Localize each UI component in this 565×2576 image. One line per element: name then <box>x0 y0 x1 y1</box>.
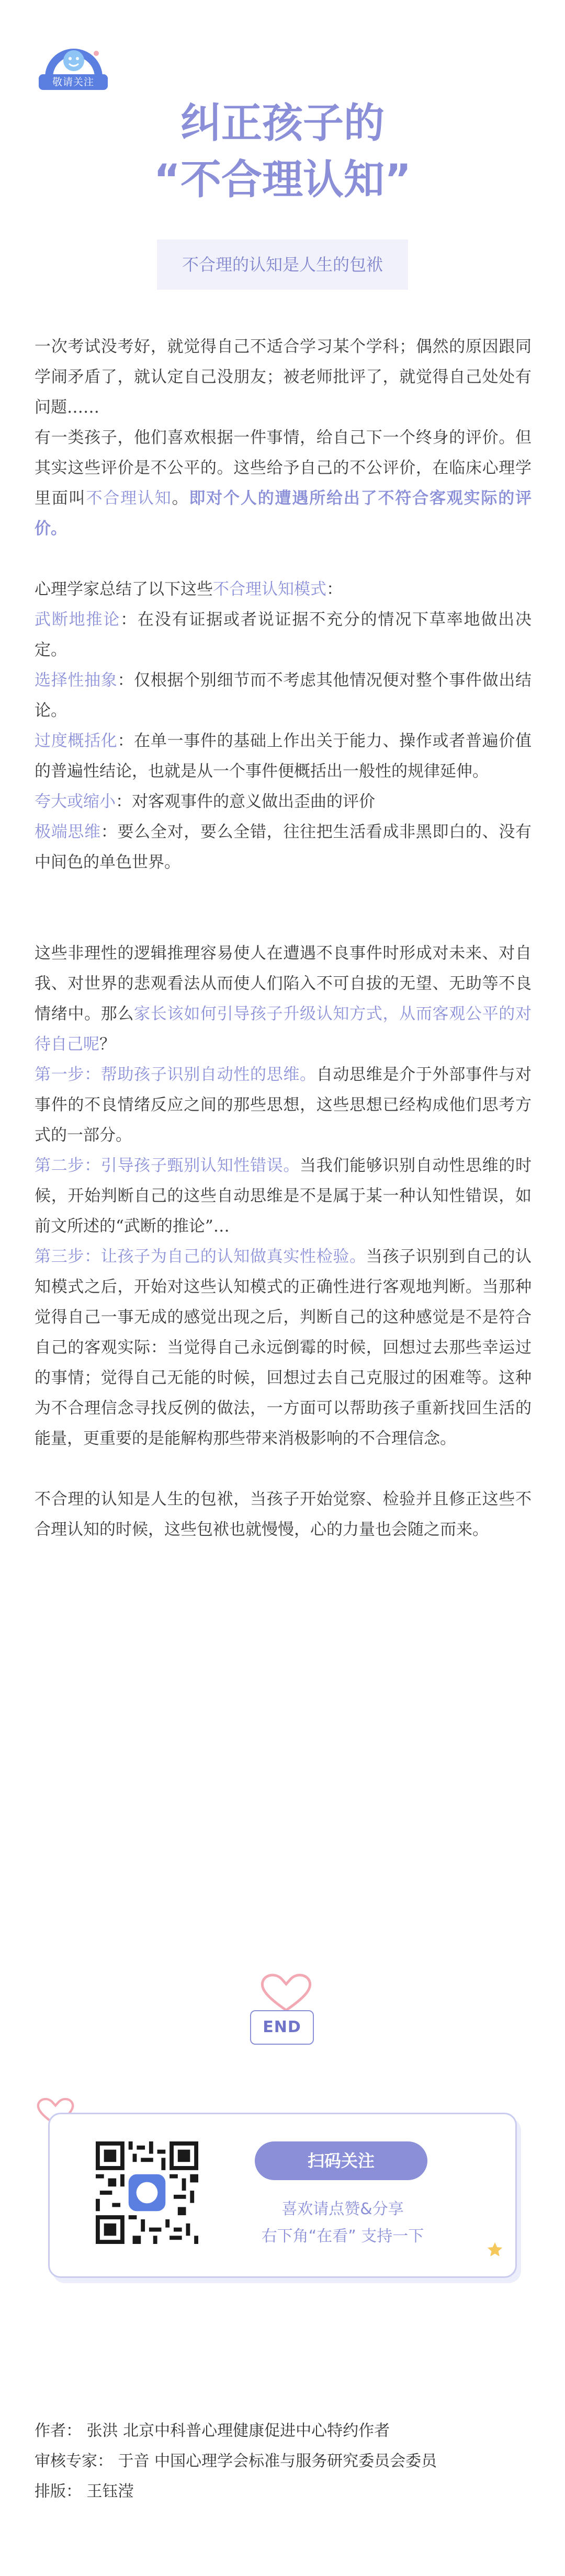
guide-paragraph: 这些非理性的逻辑推理容易使人在遭遇不良事件时形成对未来、对自我、对世界的悲观看法从而使人们陷入不可自拔的无望、无助等不良情绪中。那么家长该如何引导孩子升级认知方式，从而客观公平的对待自己呢？ <box>35 944 532 1054</box>
end-marker <box>246 1971 319 2055</box>
end-label: END <box>250 2010 314 2045</box>
qr-code-icon[interactable] <box>96 2141 198 2244</box>
pattern-item: 武断地推论：在没有证据或者说证据不充分的情况下草率地做出决定。 <box>35 610 532 659</box>
credit-author: 作者： 张洪 北京中科普心理健康促进中心特约作者 <box>35 2422 390 2440</box>
guide-step: 第二步：引导孩子甄别认知性错误。当我们能够识别自动性思维的时候，开始判断自己的这些自动思维是不是属于某一种认知性错误，如前文所述的“武断的推论”… <box>35 1156 532 1236</box>
closing-paragraph: 不合理的认知是人生的包袱，当孩子开始觉察、检验并且修正这些不合理认知的时候，这些包袱也就慢慢，心的力量也会随之而来。 <box>35 1490 532 1539</box>
page-title-line1: 纠正孩子的 <box>180 100 385 147</box>
pattern-item: 极端思维：要么全对，要么全错，往往把生活看成非黑即白的、没有中间色的单色世界。 <box>35 823 532 872</box>
intro-paragraph-1: 一次考试没考好，就觉得自己不适合学习某个学科；偶然的原因跟同学闹矛盾了，就认定自己没朋友；被老师批评了，就觉得自己处处有问题…… <box>35 337 532 417</box>
pattern-item: 过度概括化：在单一事件的基础上作出关于能力、操作或者普遍价值的普遍性结论，也就是从一个事件便概括出一般性的规律延伸。 <box>35 732 532 781</box>
star-icon <box>486 2241 504 2259</box>
follow-line-1: 喜欢请点赞&分享 <box>281 2200 404 2218</box>
credit-editor: 排版： 王钰滢 <box>35 2482 134 2501</box>
scan-follow-button[interactable]: 扫码关注 <box>255 2141 427 2180</box>
highlight-term: 不合理认知 <box>86 489 172 508</box>
highlight-definition: 即对个人的遭遇所给出了不符合客观实际的评价。 <box>35 489 532 538</box>
follow-card <box>48 2113 517 2278</box>
guide-step: 第一步：帮助孩子识别自动性的思维。自动思维是介于外部事件与对事件的不良情绪反应之间的那些思想，这些思想已经构成他们思考方式的一部分。 <box>35 1065 532 1145</box>
logo-text: 敬请关注 <box>39 74 108 90</box>
guide-step: 第三步：让孩子为自己的认知做真实性检验。当孩子识别到自己的认知模式之后，开始对这些认知模式的正确性进行客观地判断。当那种觉得自己一事无成的感觉出现之后，判断自己的这种感觉是不是符合自己的客观实际：当觉得自己永远倒霉的时候，回想过去那些幸运过的事情；觉得自己无能的时候，回想过去自己克服过的困难等。这种为不合理信念寻找反例的做法，一方面可以帮助孩子重新找回生活的能量，更重要的是能解构那些带来消极影响的不合理信念。 <box>35 1247 532 1448</box>
site-logo <box>35 30 113 91</box>
follow-line-2: 右下角“在看” 支持一下 <box>261 2227 424 2246</box>
subtitle: 不合理的认知是人生的包袱 <box>157 240 408 290</box>
patterns-lead: 心理学家总结了以下这些不合理认知模式： <box>35 580 343 599</box>
heart-icon <box>257 1971 315 2013</box>
pattern-item: 选择性抽象：仅根据个别细节而不考虑其他情况便对整个事件做出结论。 <box>35 671 532 720</box>
pattern-item: 夸大或缩小：对客观事件的意义做出歪曲的评价 <box>35 792 375 811</box>
page-title-line2: “不合理认知” <box>153 156 412 203</box>
credit-reviewer: 审核专家： 于音 中国心理学会标准与服务研究委员会委员 <box>35 2452 437 2470</box>
intro-paragraph-2: 有一类孩子，他们喜欢根据一件事情，给自己下一个终身的评价。但其实这些评价是不公平的。这些给予自己的不公评价，在临床心理学里面叫不合理认知。即对个人的遭遇所给出了不符合客观实际的评价。 <box>35 428 532 538</box>
article-body <box>35 332 532 1545</box>
credits <box>35 2416 537 2507</box>
